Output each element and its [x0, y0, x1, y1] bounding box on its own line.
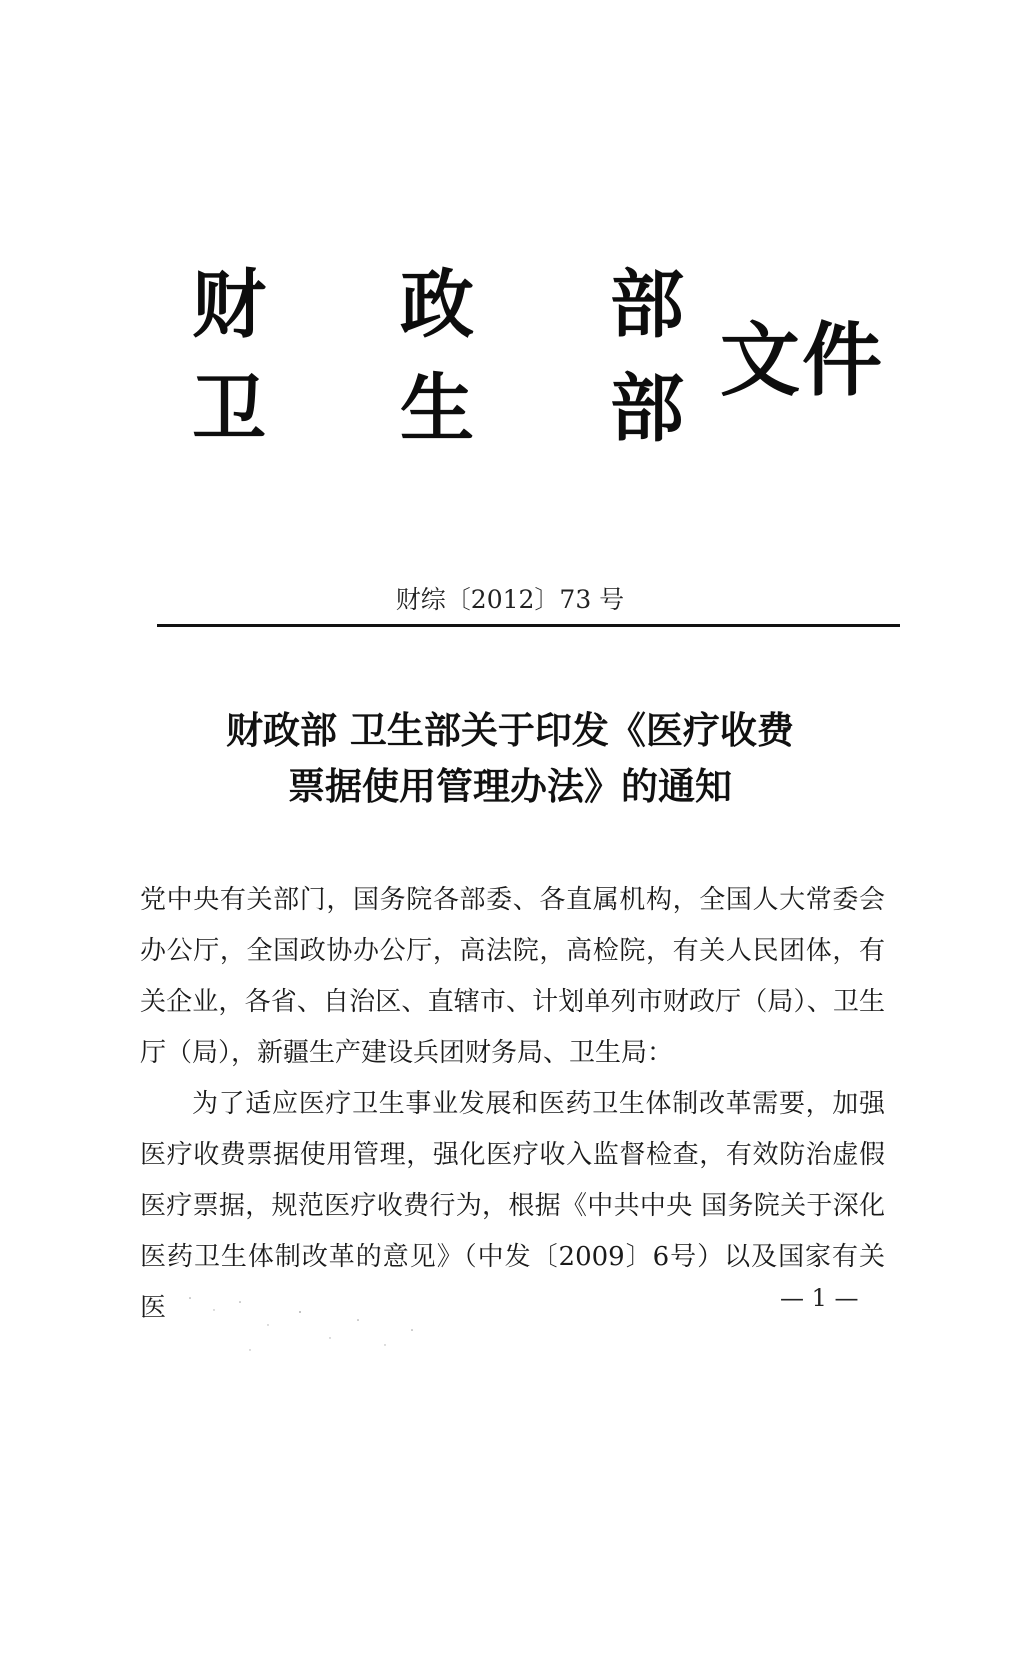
addressees: 党中央有关部门，国务院各部委、各直属机构，全国人大常委会办公厅，全国政协办公厅，高法院，高检院，有关人民团体，有关企业，各省、自治区、直辖市、计划单列市财政厅（局）、卫生厅（局），新疆生产建设兵团财务局、卫生局：: [140, 885, 885, 1068]
letterhead-char: 部: [610, 262, 684, 348]
letterhead-char: 部: [610, 366, 684, 452]
letterhead-char: 政: [400, 262, 474, 348]
letterhead-char: 卫: [192, 366, 266, 452]
document-number: 财综〔2012〕73 号: [395, 585, 625, 614]
body-paragraph: 为了适应医疗卫生事业发展和医药卫生体制改革需要，加强医疗收费票据使用管理，强化医疗收入监督检查，有效防治虚假医疗票据，规范医疗收费行为，根据《中共中央 国务院关于深化医药卫生体制改革的意见》（中发〔2009〕6号）以及国家有关医: [140, 1089, 885, 1323]
scan-noise: [180, 1290, 440, 1360]
letterhead-char: 财: [192, 262, 266, 348]
letterhead-suffix: 文件: [720, 313, 884, 407]
notice-title-line-2: 票据使用管理办法》的通知: [288, 764, 732, 808]
letterhead-char: 生: [400, 366, 474, 452]
notice-body: [140, 875, 885, 1334]
header-divider: [157, 624, 900, 627]
notice-title-line-1: 财政部 卫生部关于印发《医疗收费: [226, 708, 794, 752]
page-number: — 1 —: [780, 1284, 859, 1312]
